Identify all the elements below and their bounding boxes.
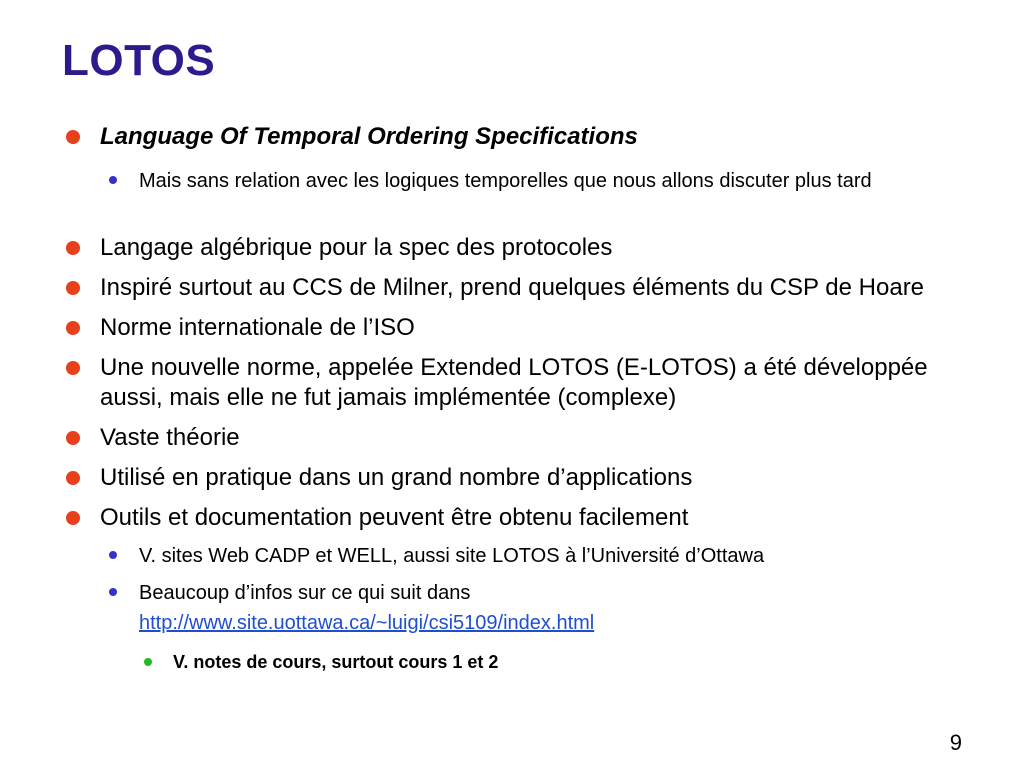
list-item	[100, 353, 980, 413]
list-item-text: Utilisé en pratique dans un grand nombre d’applications	[100, 464, 693, 491]
list-item-text: Beaucoup d’infos sur ce qui suit dans	[139, 582, 471, 604]
list-item	[100, 503, 980, 533]
bullet-dot-icon	[109, 551, 117, 559]
list-item	[139, 541, 969, 571]
bullet-dot-icon	[66, 431, 80, 445]
bullet-dot-icon	[66, 281, 80, 295]
list-item-text: Vaste théorie	[100, 424, 240, 451]
bullet-dot-icon	[109, 588, 117, 596]
bullet-dot-icon	[144, 658, 152, 666]
list-item	[173, 649, 973, 675]
list-item	[100, 233, 980, 263]
list-item-text: Langage algébrique pour la spec des protocoles	[100, 234, 613, 261]
list-item	[100, 273, 980, 303]
list-item-text: Mais sans relation avec les logiques temporelles que nous allons discuter plus tard	[139, 170, 872, 192]
list-item-text: Norme internationale de l’ISO	[100, 314, 415, 341]
list-item	[139, 166, 969, 196]
list-item	[100, 122, 980, 152]
list-item-text: Outils et documentation peuvent être obtenu facilement	[100, 504, 689, 531]
list-item	[100, 313, 980, 343]
list-item-text: V. notes de cours, surtout cours 1 et 2	[173, 652, 499, 672]
bullet-dot-icon	[66, 471, 80, 485]
list-item-text: Une nouvelle norme, appelée Extended LOTOS (E-LOTOS) a été développée aussi, mais elle ne fut jamais implémentée (complexe)	[100, 354, 928, 411]
list-item	[100, 423, 980, 453]
list-item	[139, 578, 969, 638]
list-item-text: V. sites Web CADP et WELL, aussi site LOTOS à l’Université d’Ottawa	[139, 545, 765, 567]
list-item-text: Inspiré surtout au CCS de Milner, prend quelques éléments du CSP de Hoare	[100, 274, 925, 301]
course-link[interactable]: http://www.site.uottawa.ca/~luigi/csi5109/index.html	[139, 612, 595, 634]
bullet-dot-icon	[66, 130, 80, 144]
list-item-text: Language Of Temporal Ordering Specifications	[100, 123, 638, 150]
bullet-dot-icon	[66, 511, 80, 525]
bullet-dot-icon	[66, 361, 80, 375]
bullet-dot-icon	[109, 176, 117, 184]
page-number: 9	[949, 730, 962, 755]
list-item	[100, 463, 980, 493]
bullet-dot-icon	[66, 321, 80, 335]
bullet-dot-icon	[66, 241, 80, 255]
slide-title: LOTOS	[62, 36, 216, 85]
